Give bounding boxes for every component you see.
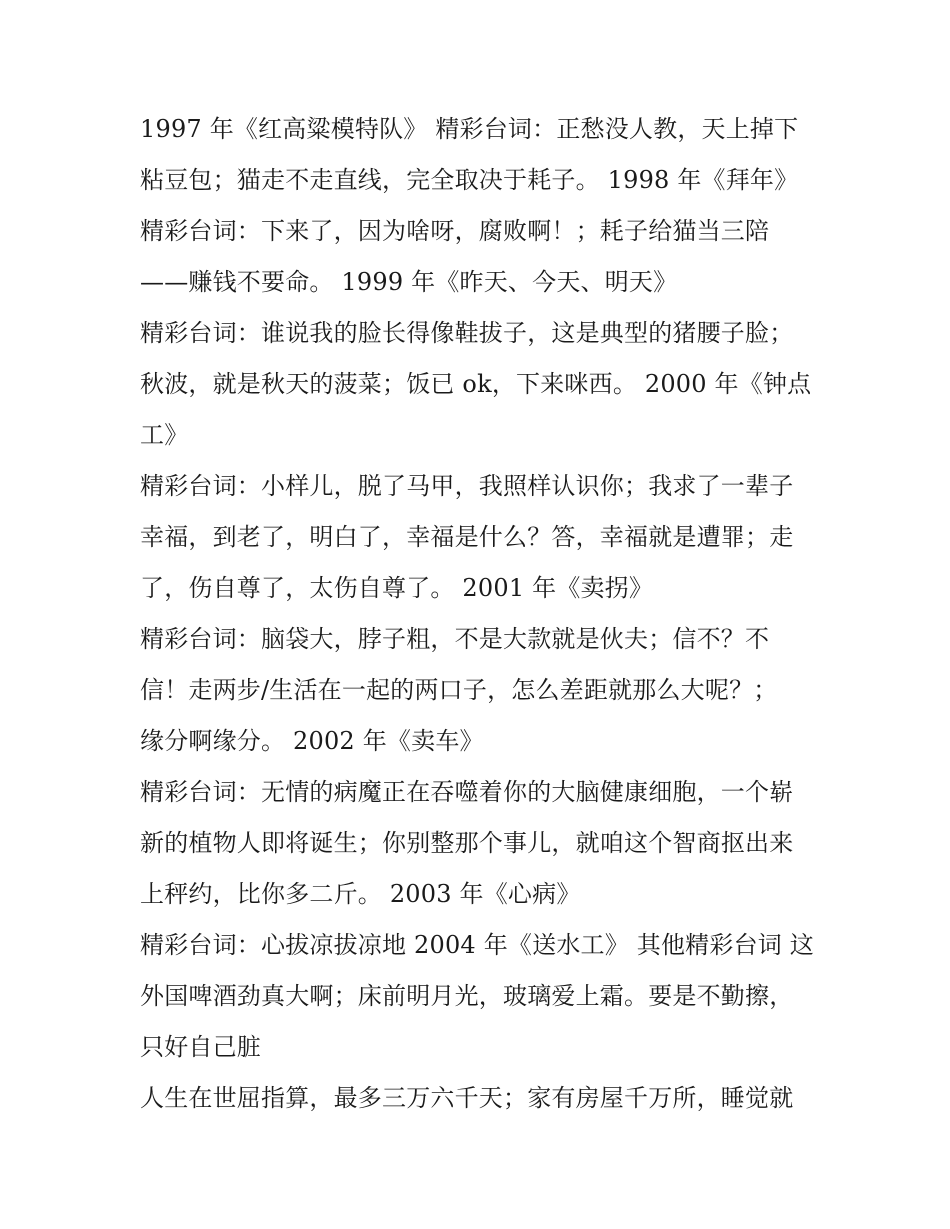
text-line: 新的植物人即将诞生；你别整那个事儿，就咱这个智商抠出来 <box>140 829 794 857</box>
body-text <box>140 104 820 1124</box>
text-line: 粘豆包；猫走不走直线，完全取决于耗子。 1998 年《拜年》 <box>140 166 799 194</box>
text-line: 上秤约，比你多二斤。 2003 年《心病》 <box>140 880 581 908</box>
text-line: 只好自己脏 <box>140 1033 261 1061</box>
text-line: 了，伤自尊了，太伤自尊了。 2001 年《卖拐》 <box>140 574 654 602</box>
text-line: 精彩台词：无情的病魔正在吞噬着你的大脑健康细胞，一个崭 <box>140 778 794 806</box>
text-line: 人生在世屈指算，最多三万六千天；家有房屋千万所，睡觉就 <box>140 1084 794 1112</box>
text-line: 精彩台词：心拔凉拔凉地 2004 年《送水工》 其他精彩台词 这 <box>140 931 814 959</box>
text-line: 外国啤酒劲真大啊；床前明月光，玻璃爱上霜。要是不勤擦， <box>140 982 794 1010</box>
text-line: 秋波，就是秋天的菠菜；饭已 ok，下来咪西。 2000 年《钟点 <box>140 370 812 398</box>
text-line: 精彩台词：谁说我的脸长得像鞋拔子，这是典型的猪腰子脸； <box>140 319 794 347</box>
text-line: 幸福，到老了，明白了，幸福是什么？答，幸福就是遭罪；走 <box>140 523 794 551</box>
text-line: 精彩台词：下来了，因为啥呀，腐败啊！；耗子给猫当三陪 <box>140 217 770 245</box>
text-line: 精彩台词：小样儿，脱了马甲，我照样认识你；我求了一辈子 <box>140 472 794 500</box>
text-line: 1997 年《红高粱模特队》 精彩台词：正愁没人教，天上掉下 <box>140 115 799 143</box>
text-line: 精彩台词：脑袋大，脖子粗，不是大款就是伙夫；信不？不 <box>140 625 770 653</box>
text-line: 缘分啊缘分。 2002 年《卖车》 <box>140 727 484 755</box>
text-line: ——赚钱不要命。 1999 年《昨天、今天、明天》 <box>140 268 678 296</box>
text-line: 信！走两步/生活在一起的两口子，怎么差距就那么大呢？； <box>140 676 778 704</box>
text-line: 工》 <box>140 421 189 449</box>
